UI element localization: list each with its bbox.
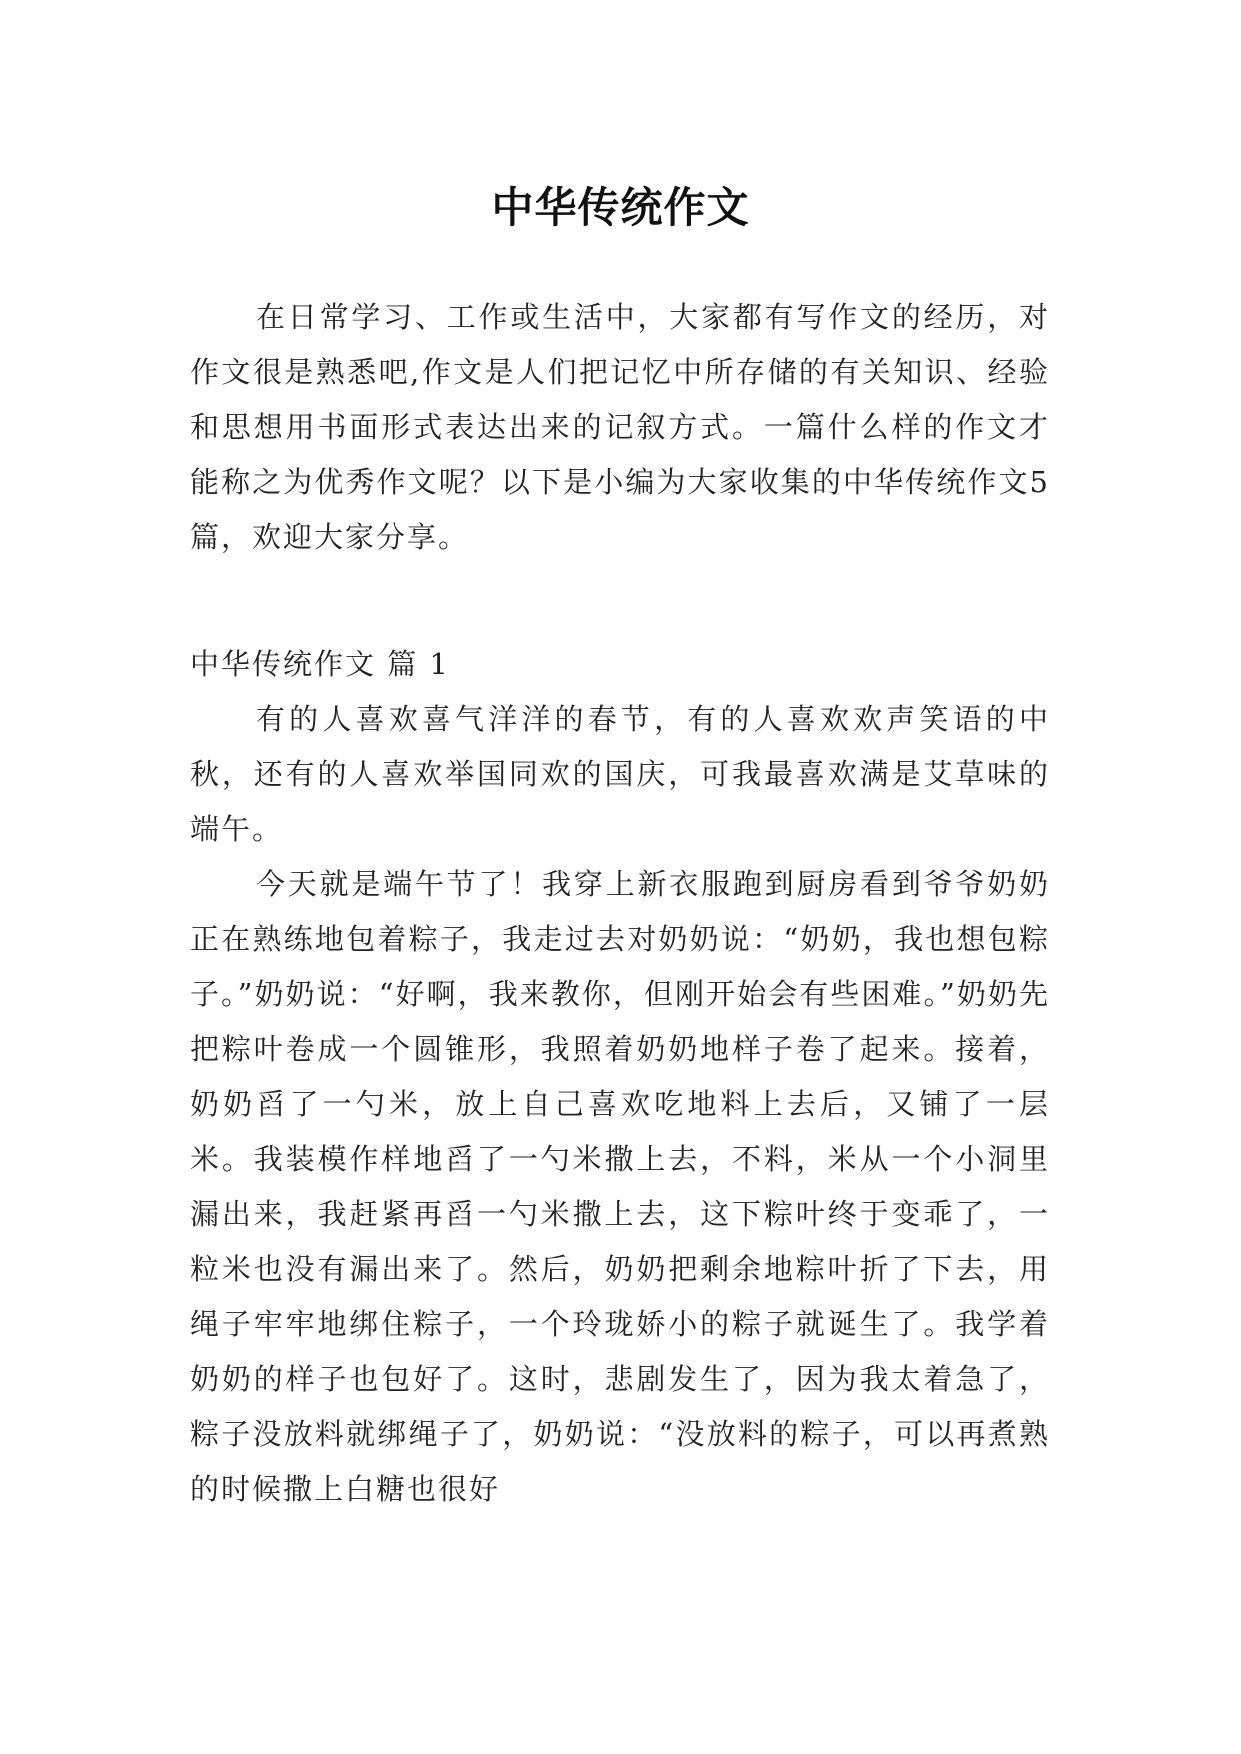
body-paragraph: 今天就是端午节了！我穿上新衣服跑到厨房看到爷爷奶奶正在熟练地包着粽子，我走过去对奶奶说：“奶奶，我也想包粽子。”奶奶说：“好啊，我来教你，但刚开始会有些困难。”奶奶先把粽叶卷成一个圆锥形，我照着奶奶地样子卷了起来。接着，奶奶舀了一勺米，放上自己喜欢吃地料上去后，又铺了一层米。我装模作样地舀了一勺米撒上去，不料，米从一个小洞里漏出来，我赶紧再舀一勺米撒上去，这下粽叶终于变乖了，一粒米也没有漏出来了。然后，奶奶把剩余地粽叶折了下去，用绳子牢牢地绑住粽子，一个玲珑娇小的粽子就诞生了。我学着奶奶的样子也包好了。这时，悲剧发生了，因为我太着急了，粽子没放料就绑绳子了，奶奶说：“没放料的粽子，可以再煮熟的时候撒上白糖也很好 [190,867,1050,1506]
body-paragraph: 有的人喜欢喜气洋洋的春节，有的人喜欢欢声笑语的中秋，还有的人喜欢举国同欢的国庆，可我最喜欢满是艾草味的端午。 [190,702,1050,846]
section-heading: 中华传统作文 篇 1 [190,647,450,681]
intro-paragraph: 在日常学习、工作或生活中，大家都有写作文的经历，对作文很是熟悉吧,作文是人们把记忆中所存储的有关知识、经验和思想用书面形式表达出来的记叙方式。一篇什么样的作文才能称之为优秀作文呢？以下是小编为大家收集的中华传统作文5篇，欢迎大家分享。 [190,300,1050,554]
document-title: 中华传统作文 [491,183,750,233]
